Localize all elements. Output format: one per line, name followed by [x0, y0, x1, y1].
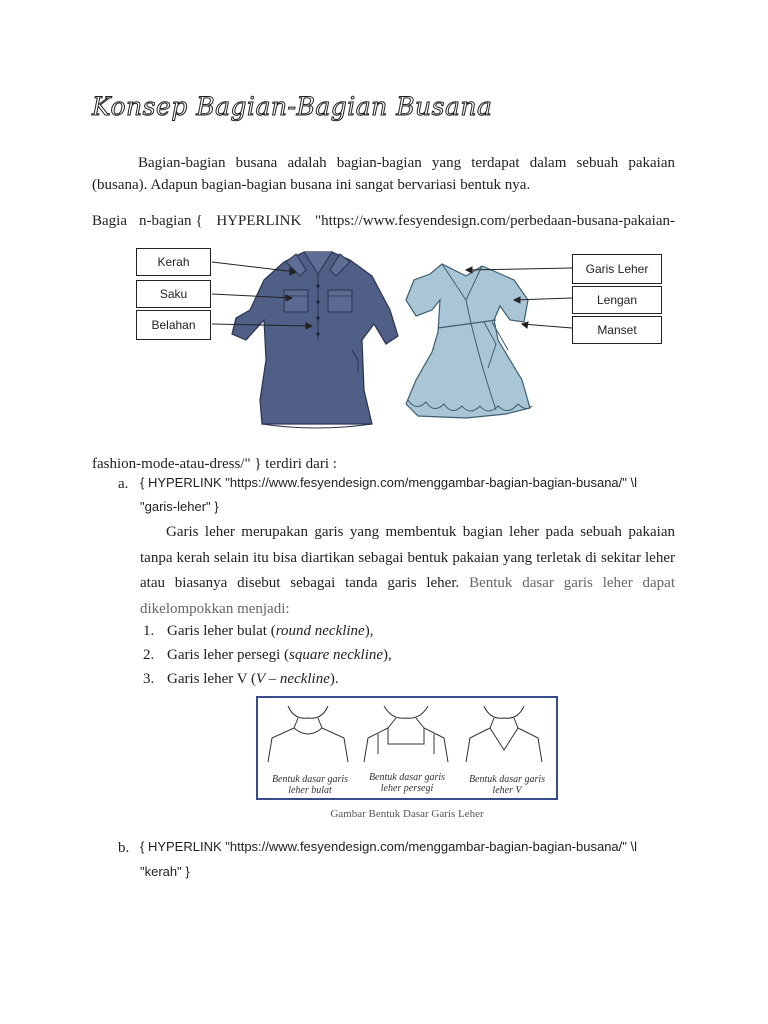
- round-neckline-drawing: [268, 706, 348, 762]
- neckline-figure-caption: Gambar Bentuk Dasar Garis Leher: [330, 808, 484, 820]
- list-item: [143, 668, 392, 692]
- field-hyperlink-url[interactable]: "https://www.fesyendesign.com/perbedaan-busana-pakaian-: [314, 213, 675, 229]
- list-text: Garis leher persegi (: [167, 647, 290, 663]
- item-b-hyperlink-line-1[interactable]: { HYPERLINK "https://www.fesyendesign.com/menggambar-bagian-bagian-busana/" \l: [140, 839, 637, 854]
- field-word-2: n-bagian: [139, 213, 192, 229]
- field-open-brace: {: [195, 213, 203, 229]
- item-a-close-brace: }: [214, 499, 219, 514]
- list-number: 1.: [143, 623, 155, 639]
- item-a-description-gray: Bentuk dasar garis leher dapat dikelompokkan menjadi:: [140, 575, 675, 617]
- list-end: ),: [364, 623, 374, 639]
- neck-caption-round: Bentuk dasar garis leher bulat: [271, 774, 349, 796]
- neckline-figure: [256, 696, 558, 800]
- list-italic: square neckline: [289, 647, 384, 663]
- list-item: [143, 644, 392, 668]
- page-title: Konsep Bagian-Bagian Busana: [92, 92, 493, 121]
- v-neckline-drawing: [466, 706, 542, 762]
- item-b-close-brace: }: [185, 864, 190, 879]
- list-number: 2.: [143, 647, 155, 663]
- list-text: Garis leher bulat (: [167, 623, 276, 639]
- list-italic: V – neckline: [256, 671, 330, 687]
- wrap-dress-drawing: [406, 264, 532, 418]
- field-code-line-1: [92, 210, 675, 232]
- list-item: [143, 620, 392, 644]
- neckline-list: [143, 620, 392, 692]
- label-garis-leher: Garis Leher: [572, 254, 662, 284]
- item-a-anchor-text[interactable]: "garis-leher": [140, 499, 215, 514]
- item-a-description-text: Garis leher merupakan garis yang membentuk bagian leher pada sebuah pakaian tanpa kerah selain itu bisa diartikan sebagai bentuk pakaian yang terletak di sekitar leher atau biasanya disebut sebagai tanda garis leher.: [140, 524, 675, 591]
- field-word-1: Bagia: [92, 213, 127, 229]
- intro-text: Bagian-bagian busana adalah bagian-bagian yang terdapat dalam sebuah pakaian (busana). Adapun bagian-bagian busana ini sangat bervariasi bentuk nya.: [92, 155, 675, 193]
- item-a-marker: a.: [118, 476, 129, 492]
- label-manset: Manset: [572, 316, 662, 344]
- neck-caption-v: Bentuk dasar garis leher V: [468, 774, 546, 796]
- list-end: ),: [383, 647, 392, 663]
- list-text: Garis leher V (: [167, 671, 257, 687]
- item-a-description: [140, 520, 675, 622]
- item-b-hyperlink-line-2[interactable]: [140, 864, 190, 879]
- intro-paragraph: [92, 152, 675, 196]
- label-belahan: Belahan: [136, 310, 211, 340]
- field-hyperlink-keyword[interactable]: HYPERLINK: [216, 213, 302, 229]
- list-end: ).: [329, 671, 339, 687]
- shirt-dress-drawing: [232, 252, 398, 428]
- item-a-hyperlink-line-1[interactable]: { HYPERLINK "https://www.fesyendesign.com/menggambar-bagian-bagian-busana/" \l: [140, 475, 637, 490]
- item-a-hyperlink-line-2[interactable]: [140, 499, 219, 514]
- neck-caption-square: Bentuk dasar garis leher persegi: [368, 772, 446, 794]
- label-saku: Saku: [136, 280, 211, 308]
- list-number: 3.: [143, 671, 155, 687]
- label-kerah: Kerah: [136, 248, 211, 276]
- square-neckline-drawing: [364, 706, 448, 762]
- item-b-marker: b.: [118, 840, 130, 856]
- garment-parts-figure: [136, 240, 666, 440]
- field-code-line-2: fashion-mode-atau-dress/" } terdiri dari :: [92, 456, 337, 472]
- label-lengan: Lengan: [572, 286, 662, 314]
- item-b-anchor-text[interactable]: "kerah": [140, 864, 186, 879]
- list-italic: round neckline: [275, 623, 365, 639]
